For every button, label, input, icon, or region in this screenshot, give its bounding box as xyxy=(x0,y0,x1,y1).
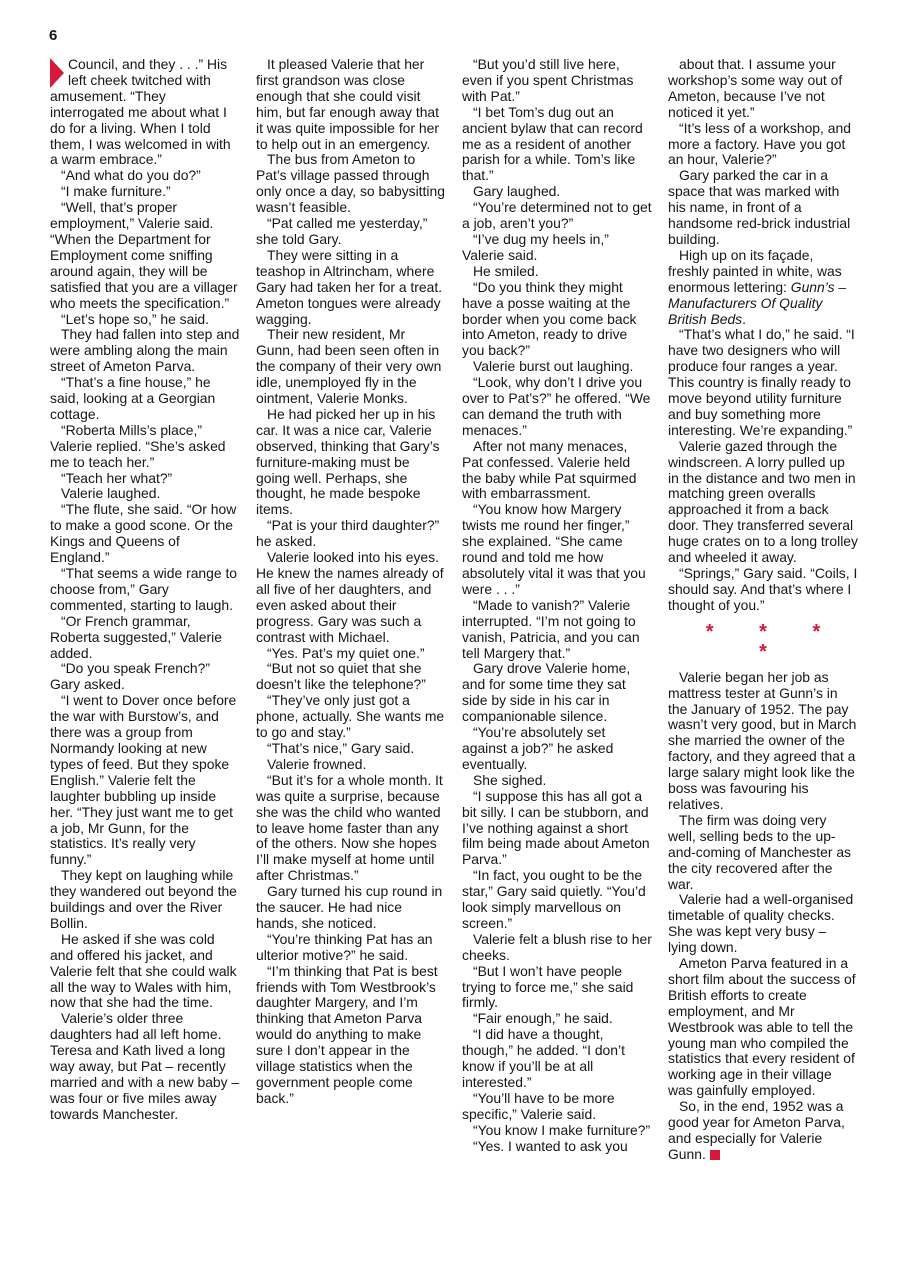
paragraph xyxy=(50,471,240,487)
paragraph xyxy=(668,1099,858,1163)
paragraph xyxy=(668,327,858,438)
paragraph xyxy=(668,439,858,566)
paragraph-text: “That’s what I do,” he said. “I have two designers who will produce four ranges a year. This country is finally ready to move beyond utility furniture and buy something more interesting. We’re expanding.” xyxy=(668,326,855,438)
paragraph xyxy=(462,57,652,105)
paragraph xyxy=(256,327,446,407)
paragraph-text: “That’s nice,” Gary said. xyxy=(267,739,415,756)
paragraph xyxy=(668,566,858,614)
paragraph xyxy=(50,168,240,184)
continuation-arrow-icon xyxy=(50,58,64,88)
paragraph-text: “Yes. I wanted to ask you xyxy=(473,1137,628,1154)
paragraph xyxy=(668,121,858,169)
paragraph xyxy=(668,168,858,248)
paragraph xyxy=(256,661,446,693)
text-column-1 xyxy=(50,57,240,1123)
paragraph-text: “Well, that’s proper employment,” Valerie said. “When the Department for Employment come sniffing around again, they will be satisfied that you are a villager who meets the specification.” xyxy=(50,199,238,311)
section-break: * * * * xyxy=(705,620,841,663)
paragraph xyxy=(50,566,240,614)
paragraph xyxy=(256,773,446,884)
paragraph-text: “You’re determined not to get a job, aren’t you?” xyxy=(462,199,652,232)
paragraph xyxy=(256,884,446,932)
paragraph-text: “You’ll have to be more specific,” Valerie said. xyxy=(462,1089,615,1122)
paragraph xyxy=(462,232,652,264)
paragraph xyxy=(668,956,858,1099)
paragraph-text: “You’re absolutely set against a job?” he asked eventually. xyxy=(462,724,614,772)
factory-lettering: Gunn’s – Manufacturers Of Quality British Beds xyxy=(668,278,847,327)
paragraph-text: “It’s less of a workshop, and more a factory. Have you got an hour, Valerie?” xyxy=(668,119,851,168)
paragraph-text: “Pat called me yesterday,” she told Gary. xyxy=(256,215,428,247)
paragraph-text: “Springs,” Gary said. “Coils, I should say. And that’s where I thought of you.” xyxy=(668,565,858,613)
paragraph-text: Valerie gazed through the windscreen. A lorry pulled up in the distance and two men in matching green overalls approached it from a back door. They transferred several huge crates on to a long trolley and wheeled it away. xyxy=(668,437,858,566)
paragraph-text: “Do you think they might have a posse waiting at the border when you come back into Ameton, ready to drive you back?” xyxy=(462,278,637,359)
paragraph xyxy=(462,1139,652,1155)
paragraph-text: about that. I assume your workshop’s some way out of Ameton, because I’ve not noticed it yet.” xyxy=(668,56,843,120)
paragraph-continued xyxy=(50,57,240,168)
paragraph-text: “Fair enough,” he said. xyxy=(473,1010,613,1027)
paragraph xyxy=(50,184,240,200)
paragraph-text: Valerie felt a blush rise to her cheeks. xyxy=(462,930,652,963)
paragraph xyxy=(256,152,446,216)
column-1-paragraphs xyxy=(50,168,240,1122)
paragraph-text: “Yes. Pat’s my quiet one.” xyxy=(267,644,425,661)
paragraph-text: Gary turned his cup round in the saucer. He had nice hands, she noticed. xyxy=(256,883,443,931)
paragraph xyxy=(462,932,652,964)
paragraph-text: Gary drove Valerie home, and for some time they sat side by side in his car in companionable silence. xyxy=(462,660,631,725)
paragraph-text: “I suppose this has all got a bit silly. I can be stubborn, and I’ve nothing against a short film being made about Ameton Parva.” xyxy=(462,787,650,868)
paragraph xyxy=(462,375,652,439)
paragraph-text: “I went to Dover once before the war with Burstow’s, and there was a group from Normandy looking at new types of feed. But they spoke English.” Valerie felt the laughter bubbling up inside her. “They just want me to get a job, Mr Gunn, for the statistics. It’s really very funny.” xyxy=(50,692,237,868)
paragraph-text: “That’s a fine house,” he said, looking at a Georgian cottage. xyxy=(50,374,216,422)
paragraph xyxy=(462,789,652,869)
paragraph xyxy=(256,757,446,773)
paragraph-text: “Let’s hope so,” he said. xyxy=(61,310,210,327)
paragraph-text: He smiled. xyxy=(473,262,539,279)
paragraph-text: “They’ve only just got a phone, actually. She wants me to go and stay.” xyxy=(256,692,445,741)
paragraph-text: “Look, why don’t I drive you over to Pat’s?” he offered. “We can demand the truth with menaces.” xyxy=(462,374,651,438)
paragraph-text: “You know I make furniture?” xyxy=(473,1121,651,1138)
paragraph-text: Valerie had a well-organised timetable of quality checks. She was kept very busy – lying down. xyxy=(668,891,854,956)
paragraph-text: “You’re thinking Pat has an ulterior motive?” he said. xyxy=(256,930,433,963)
paragraph-text: “Roberta Mills’s place,” Valerie replied. “She’s asked me to teach her.” xyxy=(50,421,226,470)
paragraph xyxy=(462,280,652,360)
text-column-2 xyxy=(256,57,446,1107)
column-4-paragraphs xyxy=(668,57,858,248)
end-of-article-icon xyxy=(710,1150,720,1160)
text-column-3 xyxy=(462,57,652,1155)
paragraph xyxy=(50,327,240,375)
paragraph xyxy=(462,1091,652,1123)
paragraph-text: He had picked her up in his car. It was a nice car, Valerie observed, thinking that Gary’s furniture-making must be going well. Perhaps, she thought, he made bespoke items. xyxy=(256,405,440,518)
paragraph-text: “Do you speak French?” Gary asked. xyxy=(50,660,211,693)
paragraph xyxy=(462,725,652,773)
paragraph xyxy=(50,693,240,868)
paragraph xyxy=(462,502,652,597)
paragraph xyxy=(256,216,446,248)
paragraph xyxy=(256,57,446,152)
paragraph-text: Ameton Parva featured in a short film about the success of British efforts to create employment, and Mr Westbrook was able to tell the young man who compiled the statistics that every resident of working age in their village was gainfully employed. xyxy=(668,955,856,1099)
paragraph-text: “Teach her what?” xyxy=(61,469,173,486)
paragraph-text: “You know how Margery twists me round her finger,” she explained. “She came round and told me how absolutely vital it was that you were . . .” xyxy=(462,501,646,597)
paragraph-text: “Made to vanish?” Valerie interrupted. “I’m not going to vanish, Patricia, and you can tell Margery that.” xyxy=(462,596,640,661)
paragraph-text: “But I won’t have people trying to force me,” she said firmly. xyxy=(462,962,634,1011)
paragraph-text: After not many menaces, Pat confessed. Valerie held the baby while Pat squirmed with embarrassment. xyxy=(462,437,637,502)
lettering-end: . xyxy=(742,310,746,327)
paragraph xyxy=(462,661,652,725)
paragraph-text: “I did have a thought, though,” he added. “I don’t know if you’ll be at all interested.” xyxy=(462,1026,625,1090)
paragraph xyxy=(668,670,858,813)
column-3-paragraphs xyxy=(462,57,652,1155)
paragraph xyxy=(50,375,240,423)
paragraph xyxy=(462,359,652,375)
paragraph-text: Valerie burst out laughing. xyxy=(473,358,634,375)
paragraph-text: It pleased Valerie that her first grandson was close enough that she could visit him, but far enough away that it was quite impossible for her to help out in an emergency. xyxy=(256,56,440,152)
paragraph xyxy=(668,892,858,956)
paragraph-text: “But not so quiet that she doesn’t like the telephone?” xyxy=(256,660,426,693)
paragraph-text: Gary laughed. xyxy=(473,183,561,200)
paragraph-text: Their new resident, Mr Gunn, had been seen often in the company of their very own idle, unemployed fly in the ointment, Valerie Monks. xyxy=(256,326,442,407)
paragraph-text: The firm was doing very well, selling beds to the up-and-coming of Manchester as the city recovered after the war. xyxy=(668,811,851,892)
paragraph-text: “But it’s for a whole month. It was quite a surprise, because she was the child who wanted to leave home faster than any of the others. Now she hopes I’ll make myself at home until after Christmas.” xyxy=(256,771,443,884)
paragraph xyxy=(462,598,652,662)
paragraph-text: “I bet Tom’s dug out an ancient bylaw that can record me as a resident of another parish for a while. Tom’s like that.” xyxy=(462,103,643,184)
paragraph xyxy=(256,550,446,645)
paragraph-text: “I’m thinking that Pat is best friends with Tom Westbrook’s daughter Margery, and I’m thinking that Ameton Parva would do anything to make sure I don’t appear in the village statistics when the government people come back.” xyxy=(256,962,438,1106)
column-2-paragraphs xyxy=(256,57,446,1107)
paragraph-text: She sighed. xyxy=(473,771,547,788)
paragraph-text: They kept on laughing while they wandered out beyond the buildings and over the River Bollin. xyxy=(50,867,237,931)
paragraph xyxy=(50,661,240,693)
paragraph xyxy=(256,646,446,662)
paragraph-text: Council, and they . . .” His left cheek twitched with amusement. “They interrogated me about what I do for a living. When I told them, I was welcomed in with a warm embrace.” xyxy=(50,56,231,168)
paragraph xyxy=(50,200,240,311)
paragraph xyxy=(462,439,652,503)
paragraph-text: “In fact, you ought to be the star,” Gary said quietly. “You’d look simply marvellous on screen.” xyxy=(462,867,646,931)
paragraph xyxy=(50,868,240,932)
paragraph-text: They were sitting in a teashop in Altrincham, where Gary had taken her for a treat. Ameton tongues were already wagging. xyxy=(256,246,443,327)
column-4-final-paragraphs xyxy=(668,670,858,1163)
paragraph xyxy=(462,964,652,1012)
paragraph xyxy=(668,813,858,893)
paragraph-text: Valerie laughed. xyxy=(61,485,161,502)
text-column-4 xyxy=(668,57,858,1163)
paragraph xyxy=(462,773,652,789)
paragraph-text: Valerie frowned. xyxy=(267,755,367,772)
paragraph-text: “And what do you do?” xyxy=(61,167,201,184)
paragraph-text: “I’ve dug my heels in,” Valerie said. xyxy=(462,230,609,263)
column-4-paragraphs-after xyxy=(668,327,858,613)
paragraph-text: “But you’d still live here, even if you spent Christmas with Pat.” xyxy=(462,56,634,104)
paragraph-text: “The flute, she said. “Or how to make a good scone. Or the Kings and Queens of England.” xyxy=(50,501,237,566)
paragraph xyxy=(50,502,240,566)
paragraph xyxy=(462,200,652,232)
page-number: 6 xyxy=(49,27,58,44)
paragraph-text: “I make furniture.” xyxy=(61,183,171,200)
paragraph xyxy=(50,312,240,328)
paragraph xyxy=(256,693,446,741)
paragraph xyxy=(462,1123,652,1139)
paragraph xyxy=(462,105,652,185)
paragraph xyxy=(256,518,446,550)
paragraph xyxy=(50,932,240,1012)
paragraph xyxy=(462,264,652,280)
paragraph-text: Valerie looked into his eyes. He knew the names already of all five of her daughters, and even asked about their progress. Gary was such a contrast with Michael. xyxy=(256,549,444,645)
paragraph-text: So, in the end, 1952 was a good year for Ameton Parva, and especially for Valerie Gunn. xyxy=(668,1098,845,1162)
paragraph-text: The bus from Ameton to Pat’s village passed through only once a day, so babysitting wasn’t feasible. xyxy=(256,151,445,216)
paragraph xyxy=(462,1027,652,1091)
paragraph xyxy=(50,423,240,471)
paragraph xyxy=(462,868,652,932)
lettering-intro: High up on its façade, freshly painted in white, was enormous lettering: xyxy=(668,246,842,295)
paragraph-text: Valerie began her job as mattress tester at Gunn’s in the January of 1952. The pay wasn’t very good, but in March she married the owner of the factory, and they agreed that a large salary might look like the boss was favouring his relatives. xyxy=(668,668,857,812)
paragraph-text: Valerie’s older three daughters had all left home. Teresa and Kath lived a long way away, but Pat – recently married and with a new baby – was four or five miles away towards Manchester. xyxy=(50,1010,240,1122)
paragraph-text: They had fallen into step and were ambling along the main street of Ameton Parva. xyxy=(50,326,240,375)
paragraph xyxy=(256,964,446,1107)
paragraph-text: Gary parked the car in a space that was marked with his name, in front of a handsome red-brick industrial building. xyxy=(668,167,851,247)
paragraph-text: “That seems a wide range to choose from,” Gary commented, starting to laugh. xyxy=(50,565,238,613)
paragraph-lettering xyxy=(668,248,858,328)
paragraph xyxy=(462,1011,652,1027)
paragraph xyxy=(50,1011,240,1122)
paragraph-text: He asked if she was cold and offered his jacket, and Valerie felt that she could walk all the way to Wales with him, now that she had the time. xyxy=(50,930,237,1011)
paragraph xyxy=(256,741,446,757)
paragraph xyxy=(50,486,240,502)
paragraph xyxy=(50,614,240,662)
paragraph xyxy=(256,407,446,518)
paragraph xyxy=(256,932,446,964)
paragraph-text: “Pat is your third daughter?” he asked. xyxy=(256,517,440,550)
paragraph xyxy=(668,57,858,121)
paragraph-text: “Or French grammar, Roberta suggested,” Valerie added. xyxy=(50,612,222,661)
paragraph xyxy=(256,248,446,328)
paragraph xyxy=(462,184,652,200)
